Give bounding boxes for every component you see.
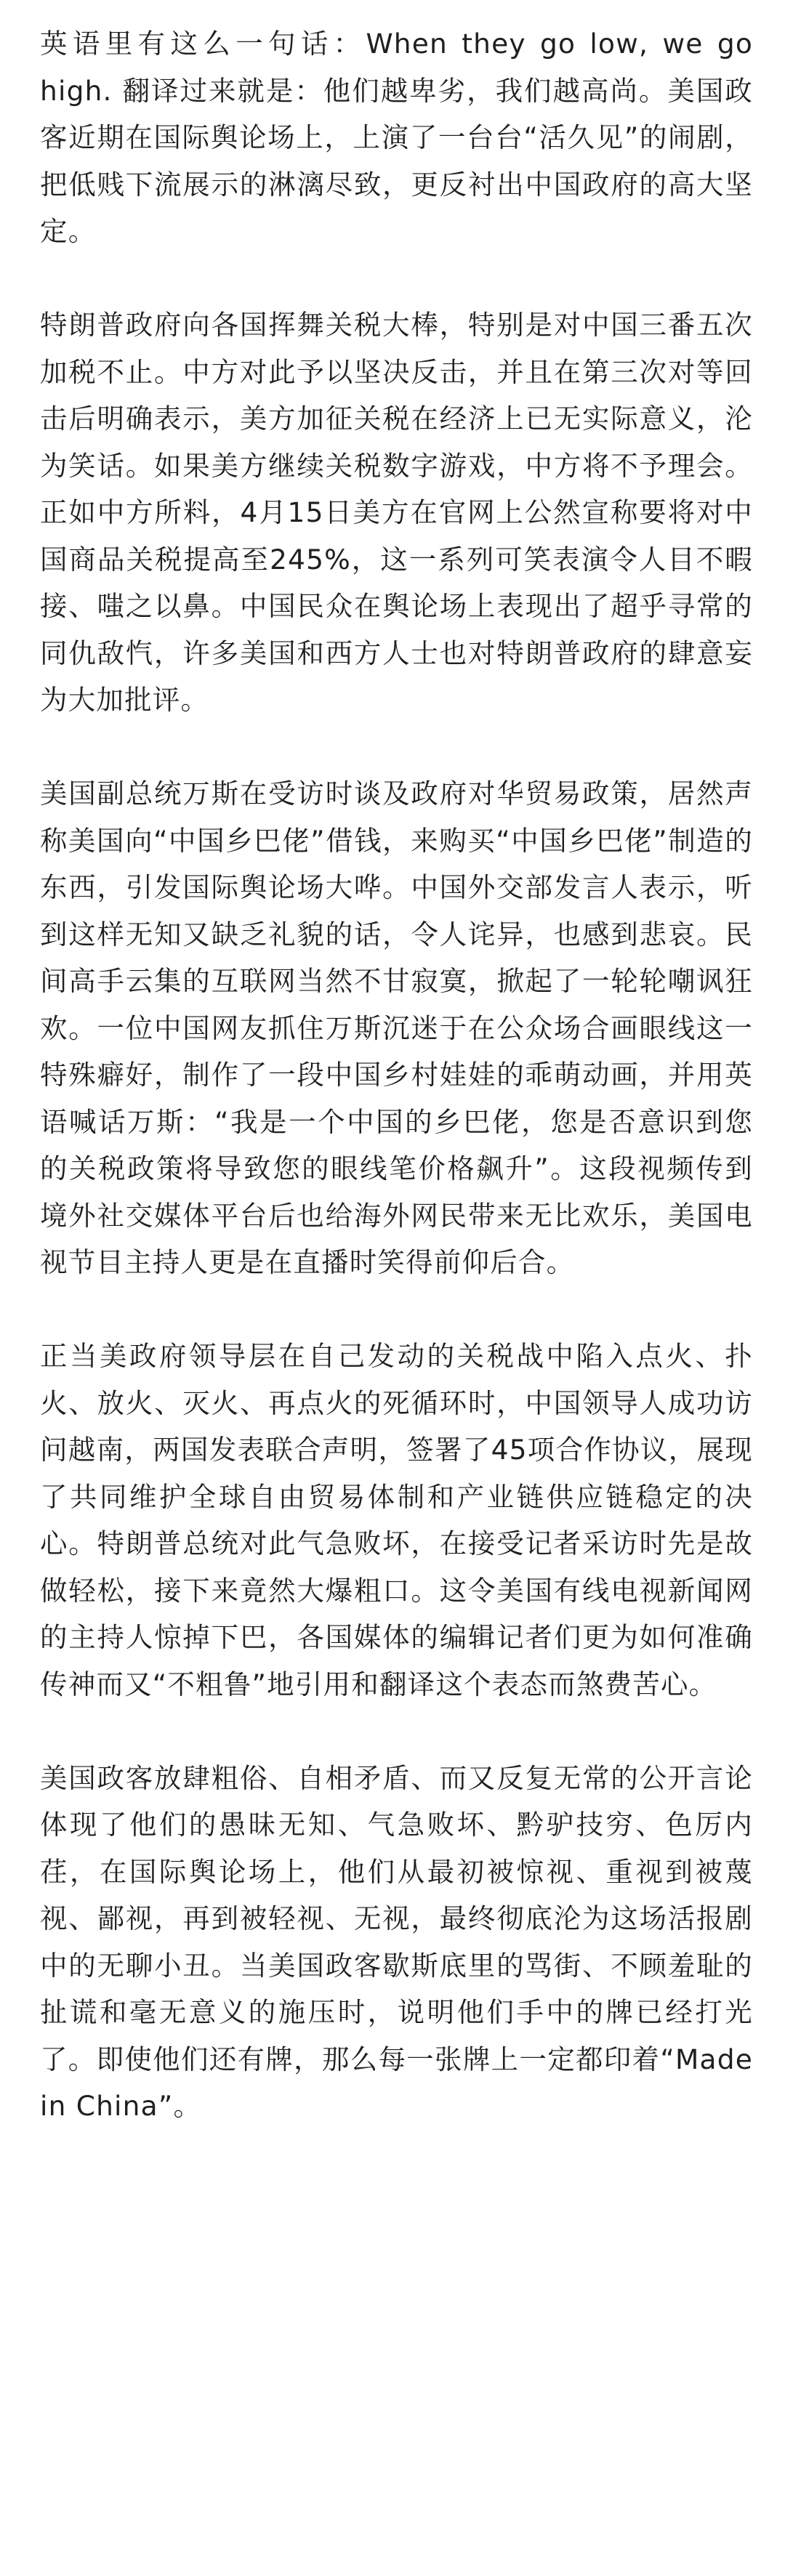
paragraph-4: 正当美政府领导层在自己发动的关税战中陷入点火、扑火、放火、灭火、再点火的死循环时，中国领导人成功访问越南，两国发表联合声明，签署了45项合作协议，展现了共同维护全球自由贸易体制和产业链供应链稳定的决心。特朗普总统对此气急败坏，在接受记者采访时先是故做轻松，接下来竟然大爆粗口。这令美国有线电视新闻网的主持人惊掉下巴，各国媒体的编辑记者们更为如何准确传神而又“不粗鲁”地引用和翻译这个表态而煞费苦心。 — [40, 1340, 753, 1700]
paragraph-3: 美国副总统万斯在受访时谈及政府对华贸易政策，居然声称美国向“中国乡巴佬”借钱，来购买“中国乡巴佬”制造的东西，引发国际舆论场大哗。中国外交部发言人表示，听到这样无知又缺乏礼貌的话，令人诧异，也感到悲哀。民间高手云集的互联网当然不甘寂寞，掀起了一轮轮嘲讽狂欢。一位中国网友抓住万斯沉迷于在公众场合画眼线这一特殊癖好，制作了一段中国乡村娃娃的乖萌动画，并用英语喊话万斯：“我是一个中国的乡巴佬，您是否意识到您的关税政策将导致您的眼线笔价格飙升”。这段视频传到境外社交媒体平台后也给海外网民带来无比欢乐，美国电视节目主持人更是在直播时笑得前仰后合。 — [40, 778, 753, 1278]
paragraph-1: 英语里有这么一句话：When they go low, we go high. 翻译过来就是：他们越卑劣，我们越高尚。美国政客近期在国际舆论场上，上演了一台台“活久见”的闹剧，把低贱下流展示的淋漓尽致，更反衬出中国政府的高大坚定。 — [40, 28, 753, 247]
paragraph-5: 美国政客放肆粗俗、自相矛盾、而又反复无常的公开言论体现了他们的愚昧无知、气急败坏、黔驴技穷、色厉内荏，在国际舆论场上，他们从最初被惊视、重视到被蔑视、鄙视，再到被轻视、无视，最终彻底沦为这场活报剧中的无聊小丑。当美国政客歇斯底里的骂街、不顾羞耻的扯谎和毫无意义的施压时，说明他们手中的牌已经打光了。即使他们还有牌，那么每一张牌上一定都印着“Made in China”。 — [40, 1761, 753, 2122]
paragraph-2: 特朗普政府向各国挥舞关税大棒，特别是对中国三番五次加税不止。中方对此予以坚决反击，并且在第三次对等回击后明确表示，美方加征关税在经济上已无实际意义，沦为笑话。如果美方继续关税数字游戏，中方将不予理会。正如中方所料，4月15日美方在官网上公然宣称要将对中国商品关税提高至245%，这一系列可笑表演令人目不暇接、嗤之以鼻。中国民众在舆论场上表现出了超乎寻常的同仇敌忾，许多美国和西方人士也对特朗普政府的肆意妄为大加批评。 — [40, 309, 753, 716]
